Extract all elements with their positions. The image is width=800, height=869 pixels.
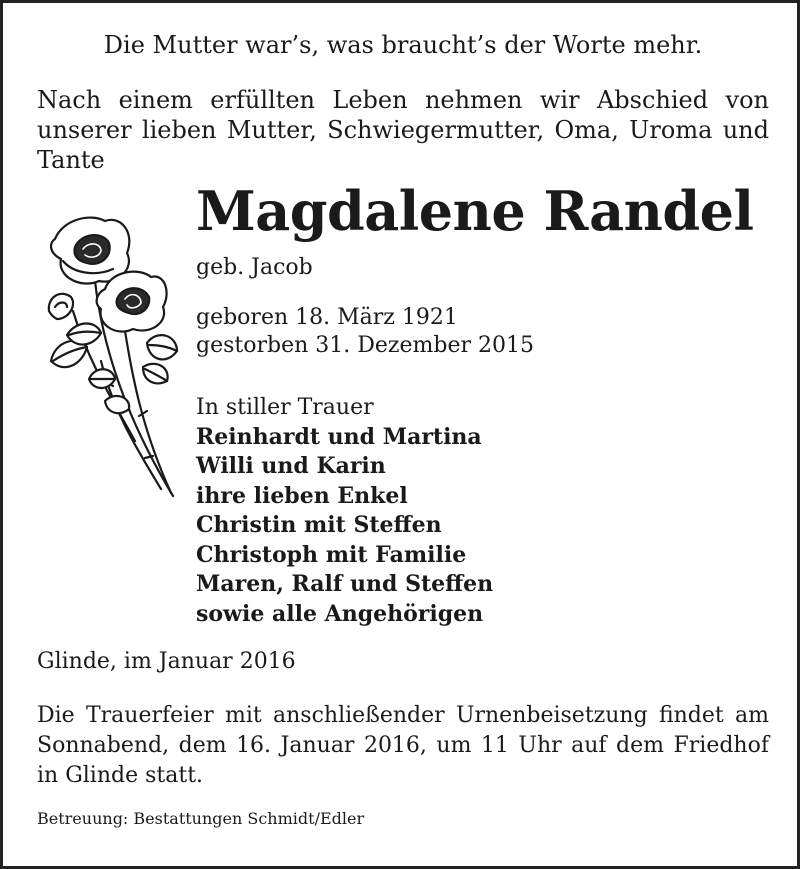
ceremony-info: Die Trauerfeier mit anschließender Urnenbeisetzung findet am Sonnabend, dem 16. Januar 2016, um 11 Uhr auf dem Friedhof in Glinde statt. (37, 703, 769, 788)
place-date: Glinde, im Januar 2016 (37, 649, 296, 674)
mourner-name: sowie alle Angehörigen (196, 600, 484, 627)
mourner-name: Reinhardt und Martina (196, 423, 482, 450)
mourner-name: ihre lieben Enkel (196, 482, 408, 509)
intro-text: Nach einem erfüllten Leben nehmen wir Abschied von unserer lieben Mutter, Schwiegermutter, Oma, Uroma und Tante (37, 86, 769, 174)
funeral-home: Betreuung: Bestattungen Schmidt/Edler (37, 809, 365, 828)
birth-date: geboren 18. März 1921 (196, 305, 458, 330)
roses-icon (43, 211, 183, 501)
life-dates (196, 304, 534, 360)
mourners-list (196, 393, 493, 629)
mourner-name: Christoph mit Familie (196, 541, 467, 568)
deceased-name: Magdalene Randel (196, 179, 754, 243)
mourners-heading: In stiller Trauer (196, 395, 374, 420)
mourner-name: Maren, Ralf und Steffen (196, 571, 494, 597)
mourner-name: Willi und Karin (196, 453, 386, 479)
death-date: gestorben 31. Dezember 2015 (196, 333, 534, 358)
maiden-name: geb. Jacob (196, 255, 313, 280)
mourner-name: Christin mit Steffen (196, 512, 442, 538)
motto: Die Mutter war’s, was braucht’s der Worte mehr. (103, 31, 703, 59)
